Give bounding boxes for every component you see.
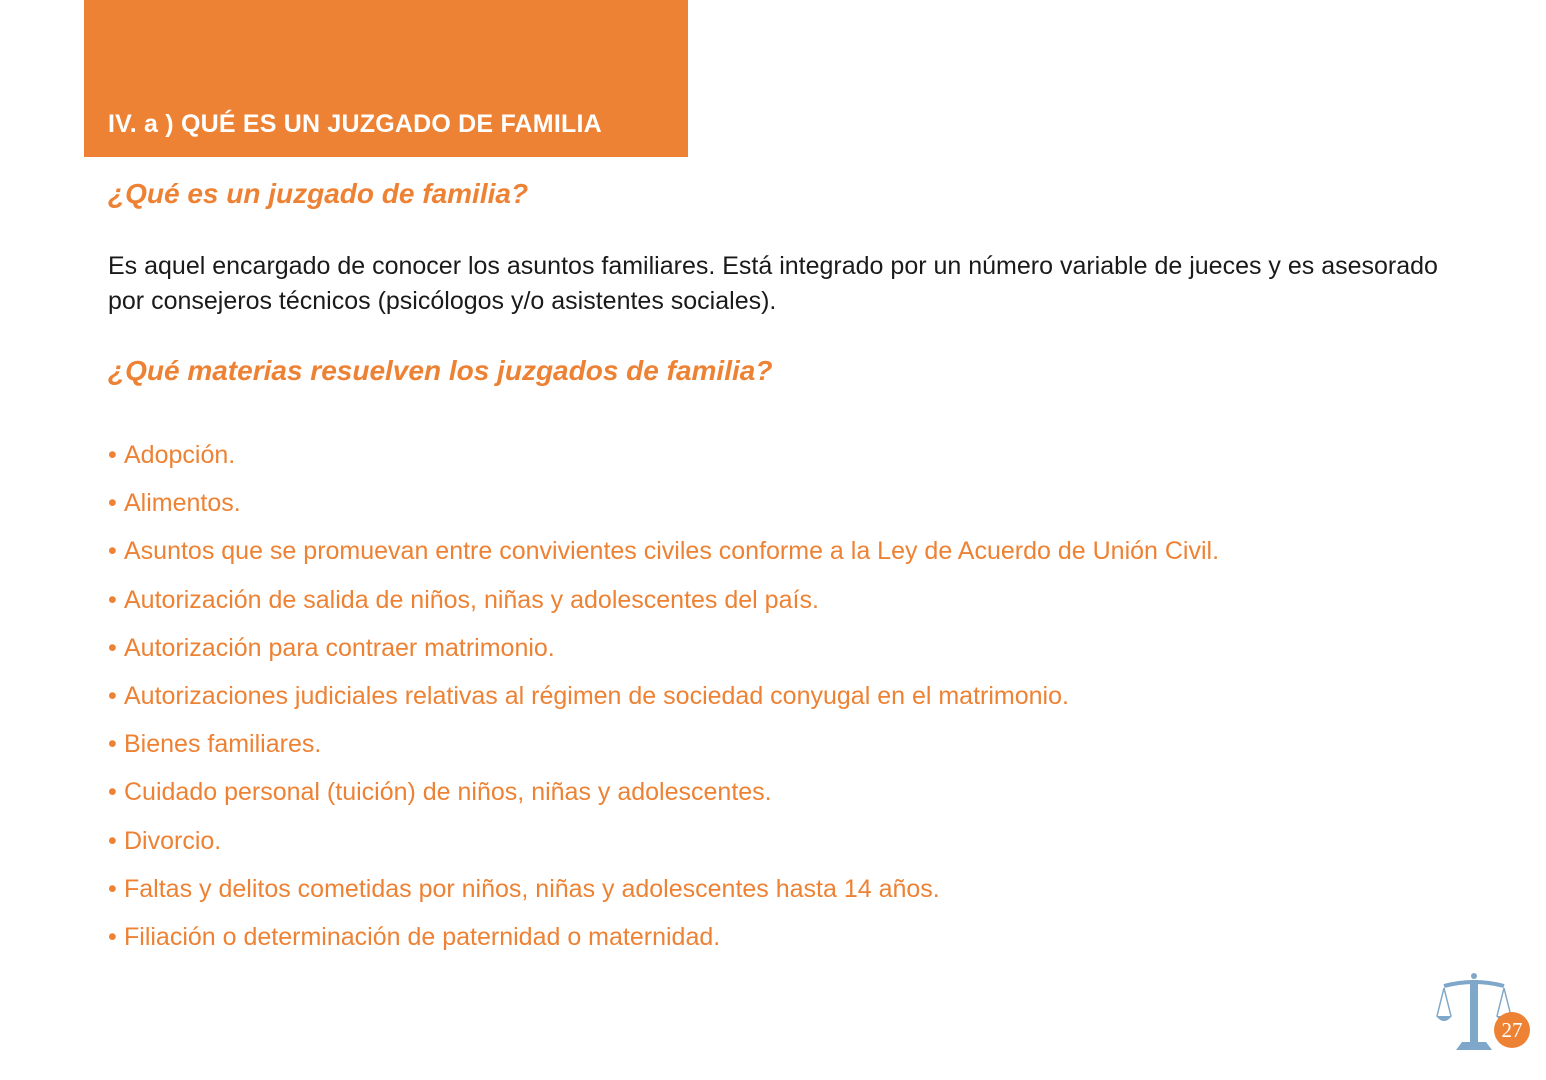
list-item (108, 629, 1219, 677)
list-item (108, 725, 1219, 773)
question-heading-1: ¿Qué es un juzgado de familia? (108, 178, 529, 209)
list-item-text: Faltas y delitos cometidas por niños, niñas y adolescentes hasta 14 años. (124, 874, 940, 903)
answer-paragraph: Es aquel encargado de conocer los asuntos familiares. Está integrado por un número variable de jueces y es asesorado por consejeros técnicos (psicólogos y/o asistentes sociales). (108, 252, 1438, 315)
question-heading-2: ¿Qué materias resuelven los juzgados de familia? (108, 355, 773, 386)
list-item (108, 677, 1219, 725)
list-item-text: Autorización de salida de niños, niñas y adolescentes del país. (124, 585, 819, 614)
bullet-icon: • (108, 826, 117, 855)
page-number: 27 (1494, 1012, 1530, 1048)
bullet-icon: • (108, 681, 117, 710)
list-item (108, 581, 1219, 629)
list-item-text: Filiación o determinación de paternidad o maternidad. (124, 922, 721, 951)
list-item (108, 532, 1219, 580)
list-item (108, 918, 1219, 966)
list-item-text: Autorizaciones judiciales relativas al régimen de sociedad conyugal en el matrimonio. (124, 681, 1069, 710)
topics-list (108, 436, 1219, 966)
list-item-text: Alimentos. (124, 489, 241, 518)
section-title: IV. a ) QUÉ ES UN JUZGADO DE FAMILIA (108, 110, 602, 138)
section-header-band (84, 0, 688, 157)
bullet-icon: • (108, 633, 117, 662)
bullet-icon: • (108, 585, 117, 614)
list-item-text: Divorcio. (124, 826, 222, 855)
list-item (108, 870, 1219, 918)
list-item (108, 822, 1219, 870)
list-item (108, 484, 1219, 532)
bullet-icon: • (108, 441, 117, 469)
bullet-icon: • (108, 922, 117, 951)
list-item-text: Autorización para contraer matrimonio. (124, 633, 555, 662)
list-item-text: Adopción. (124, 441, 236, 469)
bullet-icon: • (108, 778, 117, 807)
list-item-text: Asuntos que se promuevan entre convivientes civiles conforme a la Ley de Acuerdo de Unión Civil. (124, 537, 1220, 566)
list-item (108, 773, 1219, 821)
bullet-icon: • (108, 489, 117, 518)
list-item-text: Cuidado personal (tuición) de niños, niñas y adolescentes. (124, 778, 772, 807)
bullet-icon: • (108, 730, 117, 759)
bullet-icon: • (108, 874, 117, 903)
bullet-icon: • (108, 537, 117, 566)
list-item (108, 436, 1219, 484)
list-item-text: Bienes familiares. (124, 730, 322, 759)
